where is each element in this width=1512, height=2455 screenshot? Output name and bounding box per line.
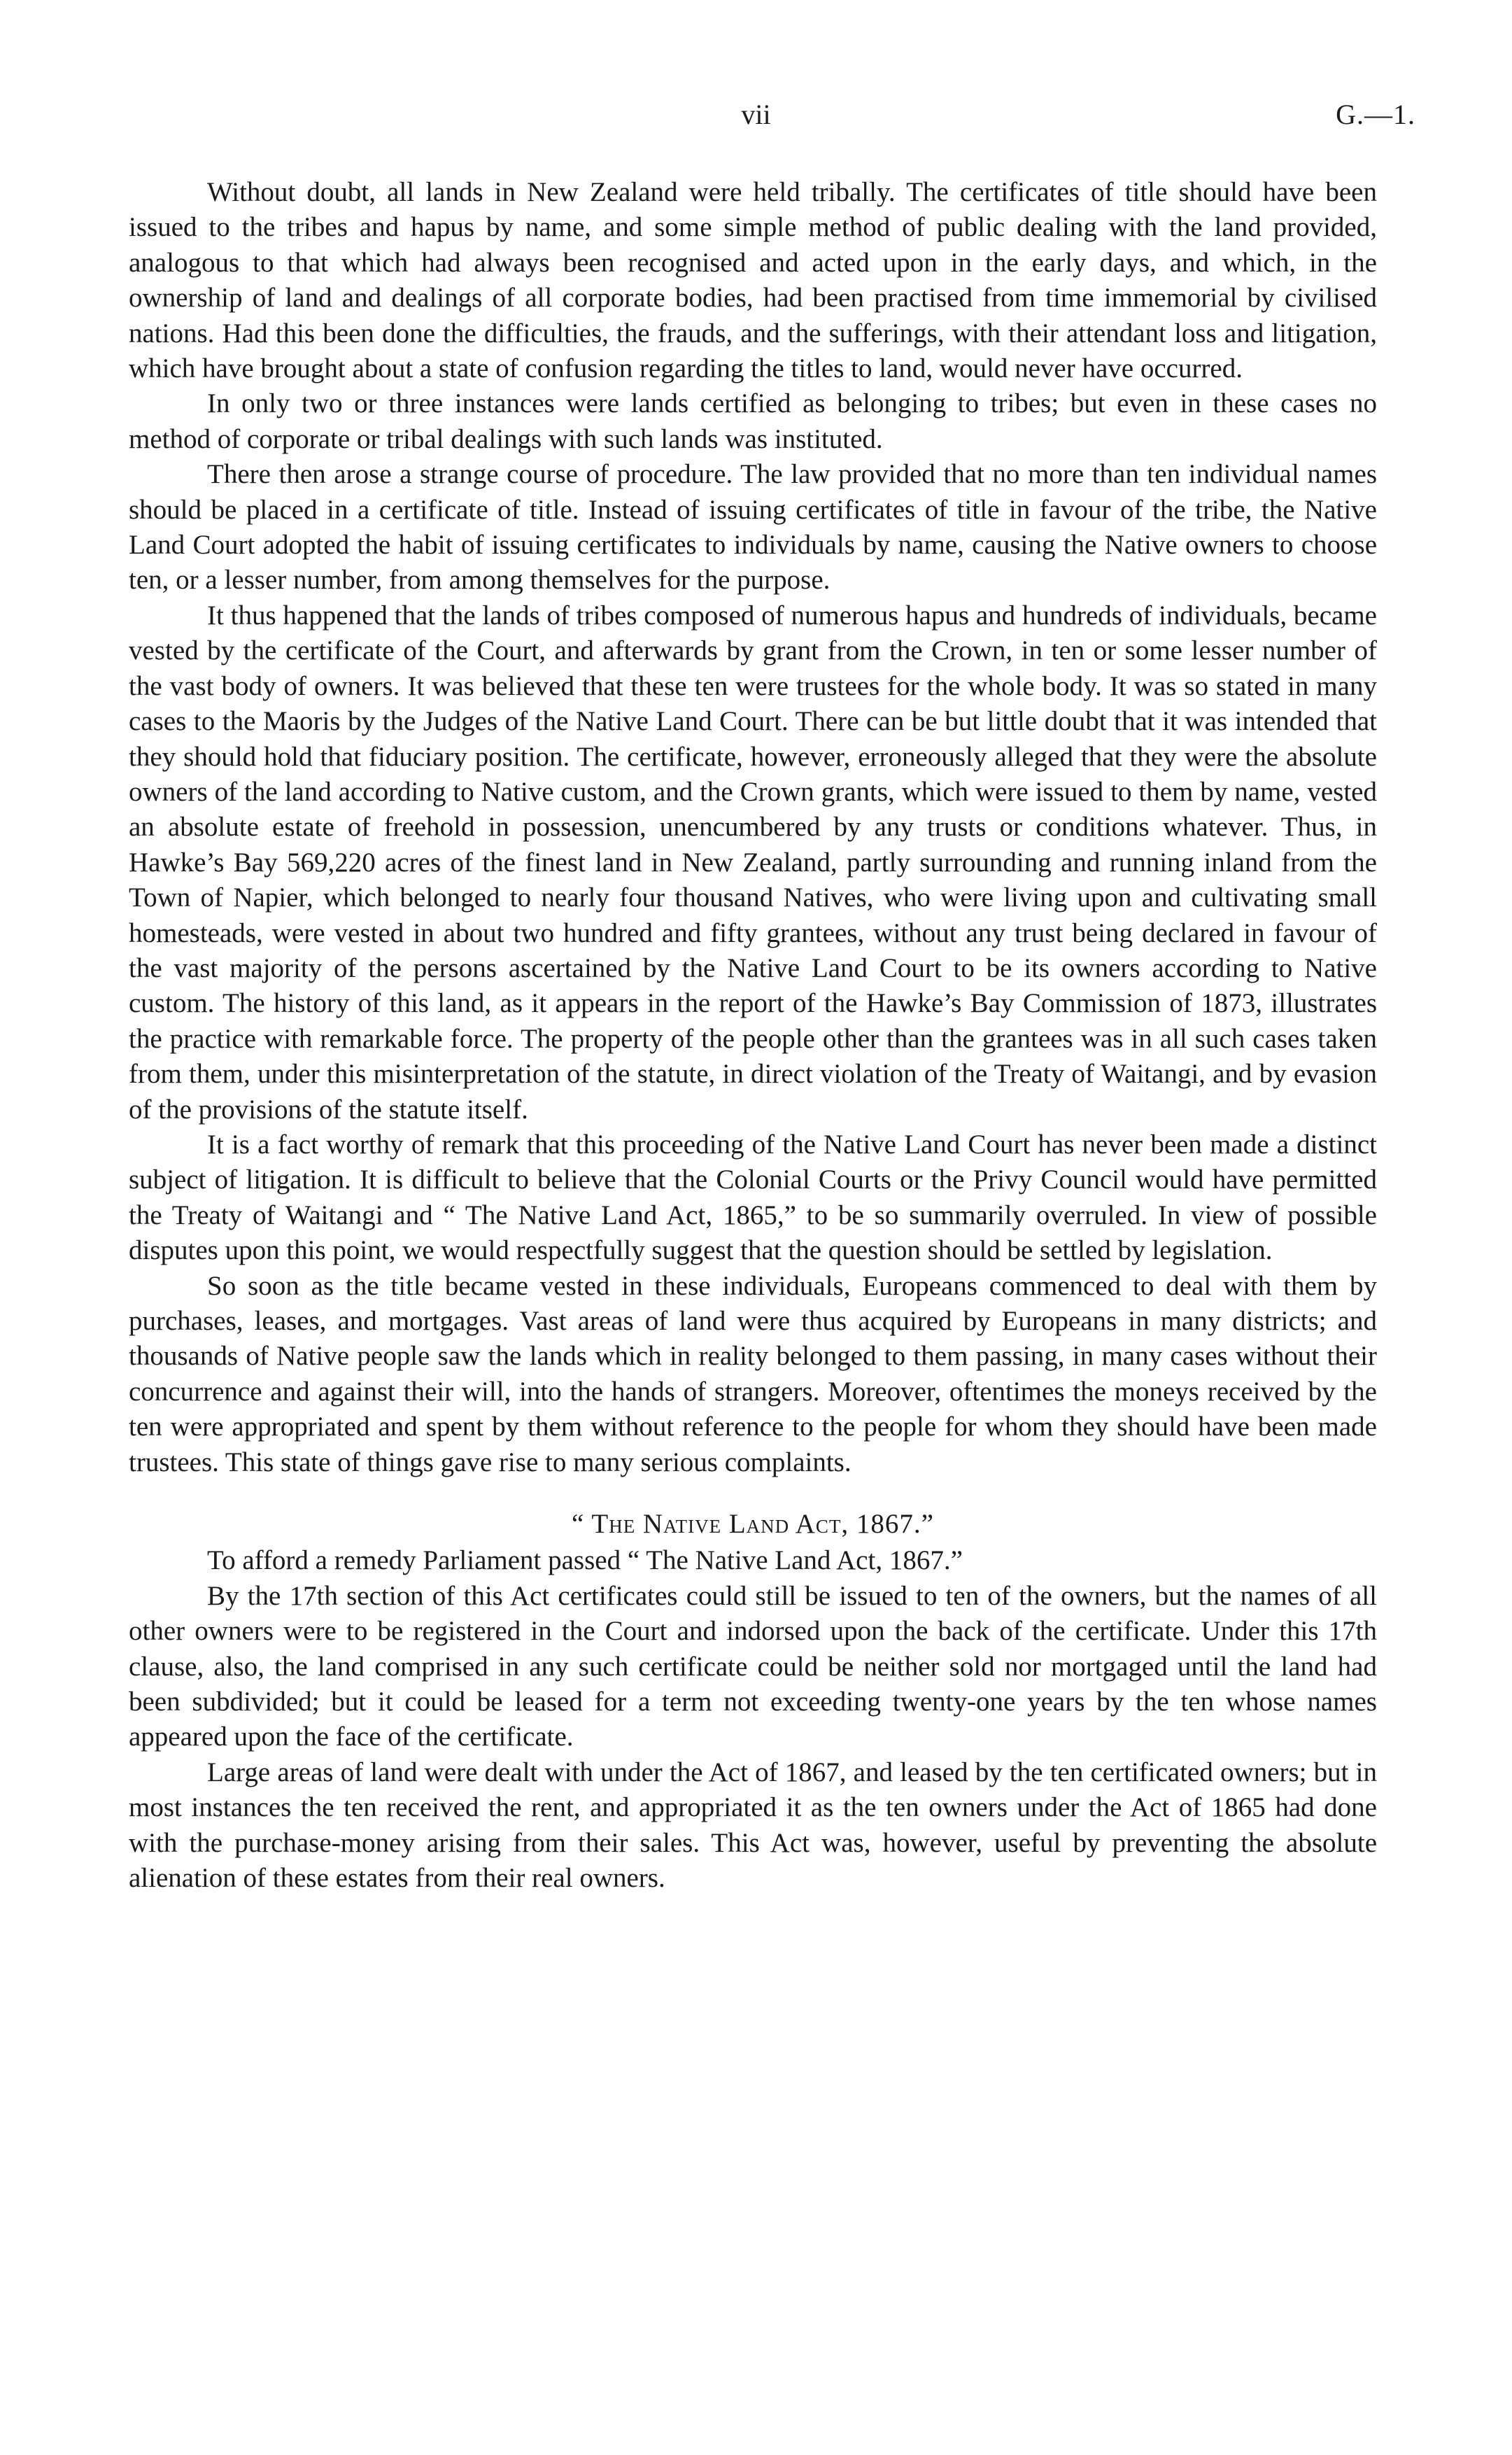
paragraph: By the 17th section of this Act certificates could still be issued to ten of the owners, but the names of all other owners were to be registered in the Court and indorsed upon the back of the certificate. Under this 17th clause, also, the land comprised in any such certificate could be neither sold nor mortgaged until the land had been subdivided; but it could be leased for a term not exceeding twenty-one years by the ten whose names appeared upon the face of the certificate. bbox=[129, 1580, 1377, 1752]
paragraph: In only two or three instances were lands certified as belonging to tribes; but even in these cases no method of corporate or tribal dealings with such lands was instituted. bbox=[129, 388, 1377, 454]
section-heading: “ The Native Land Act, 1867.” bbox=[572, 1509, 934, 1540]
paragraph: Large areas of land were dealt with under the Act of 1867, and leased by the ten certificated owners; but in most instances the ten received the rent, and appropriated it as the ten owners under the Act of 1865 had done with the purchase-money arising from their sales. This Act was, however, useful by preventing the absolute alienation of these estates from their real owners. bbox=[129, 1757, 1377, 1894]
paragraph: Without doubt, all lands in New Zealand were held tribally. The certificates of title should have been issued to the tribes and hapus by name, and some simple method of public dealing with the land provided, analogous to that which had always been recognised and acted upon in the early days, and which, in the ownership of land and dealings of all corporate bodies, had been practised from time immemorial by civilised nations. Had this been done the difficulties, the frauds, and the sufferings, with their attendant loss and litigation, which have brought about a state of confusion regarding the titles to land, would never have occurred. bbox=[129, 177, 1377, 384]
document-reference: G.—1. bbox=[1336, 99, 1415, 130]
paragraph: To afford a remedy Parliament passed “ The Native Land Act, 1867.” bbox=[207, 1545, 963, 1576]
paragraph: It thus happened that the lands of tribes composed of numerous hapus and hundreds of individuals, became vested by the certificate of the Court, and afterwards by grant from the Crown, in ten or some lesser number of the vast body of owners. It was believed that these ten were trustees for the whole body. It was so stated in many cases to the Maoris by the Judges of the Native Land Court. There can be but little doubt that it was intended that they should hold that fiduciary position. The certificate, however, erroneously alleged that they were the absolute owners of the land according to Native custom, and the Crown grants, which were issued to them by name, vested an absolute estate of freehold in possession, unencumbered by any trusts or conditions whatever. Thus, in Hawke’s Bay 569,220 acres of the finest land in New Zealand, partly surrounding and running inland from the Town of Napier, which belonged to nearly four thousand Natives, who were living upon and cultivating small homesteads, were vested in about two hundred and fifty grantees, without any trust being declared in favour of the vast majority of the persons ascertained by the Native Land Court to be its owners according to Native custom. The history of this land, as it appears in the report of the Hawke’s Bay Commission of 1873, illustrates the practice with remarkable force. The property of the people other than the grantees was in all such cases taken from them, under this misinterpretation of the statute, in direct violation of the Treaty of Waitangi, and by evasion of the provisions of the statute itself. bbox=[129, 600, 1377, 1125]
paragraph: There then arose a strange course of procedure. The law provided that no more than ten individual names should be placed in a certificate of title. Instead of issuing certificates of title in favour of the tribe, the Native Land Court adopted the habit of issuing certificates to individuals by name, causing the Native owners to choose ten, or a lesser number, from among themselves for the purpose. bbox=[129, 459, 1377, 596]
paragraph: It is a fact worthy of remark that this proceeding of the Native Land Court has never been made a distinct subject of litigation. It is difficult to believe that the Colonial Courts or the Privy Council would have permitted the Treaty of Waitangi and “ The Native Land Act, 1865,” to be so summarily overruled. In view of possible disputes upon this point, we would respectfully suggest that the question should be settled by legislation. bbox=[129, 1129, 1377, 1266]
page-number: vii bbox=[741, 99, 771, 130]
page-body bbox=[129, 175, 1377, 1897]
paragraph: So soon as the title became vested in these individuals, Europeans commenced to deal with them by purchases, leases, and mortgages. Vast areas of land were thus acquired by Europeans in many districts; and thousands of Native people saw the lands which in reality belonged to them passing, in many cases without their concurrence and against their will, into the hands of strangers. Moreover, oftentimes the moneys received by the ten were appropriated and spent by them without reference to the people for whom they should have been made trustees. This state of things gave rise to many serious complaints. bbox=[129, 1270, 1377, 1477]
